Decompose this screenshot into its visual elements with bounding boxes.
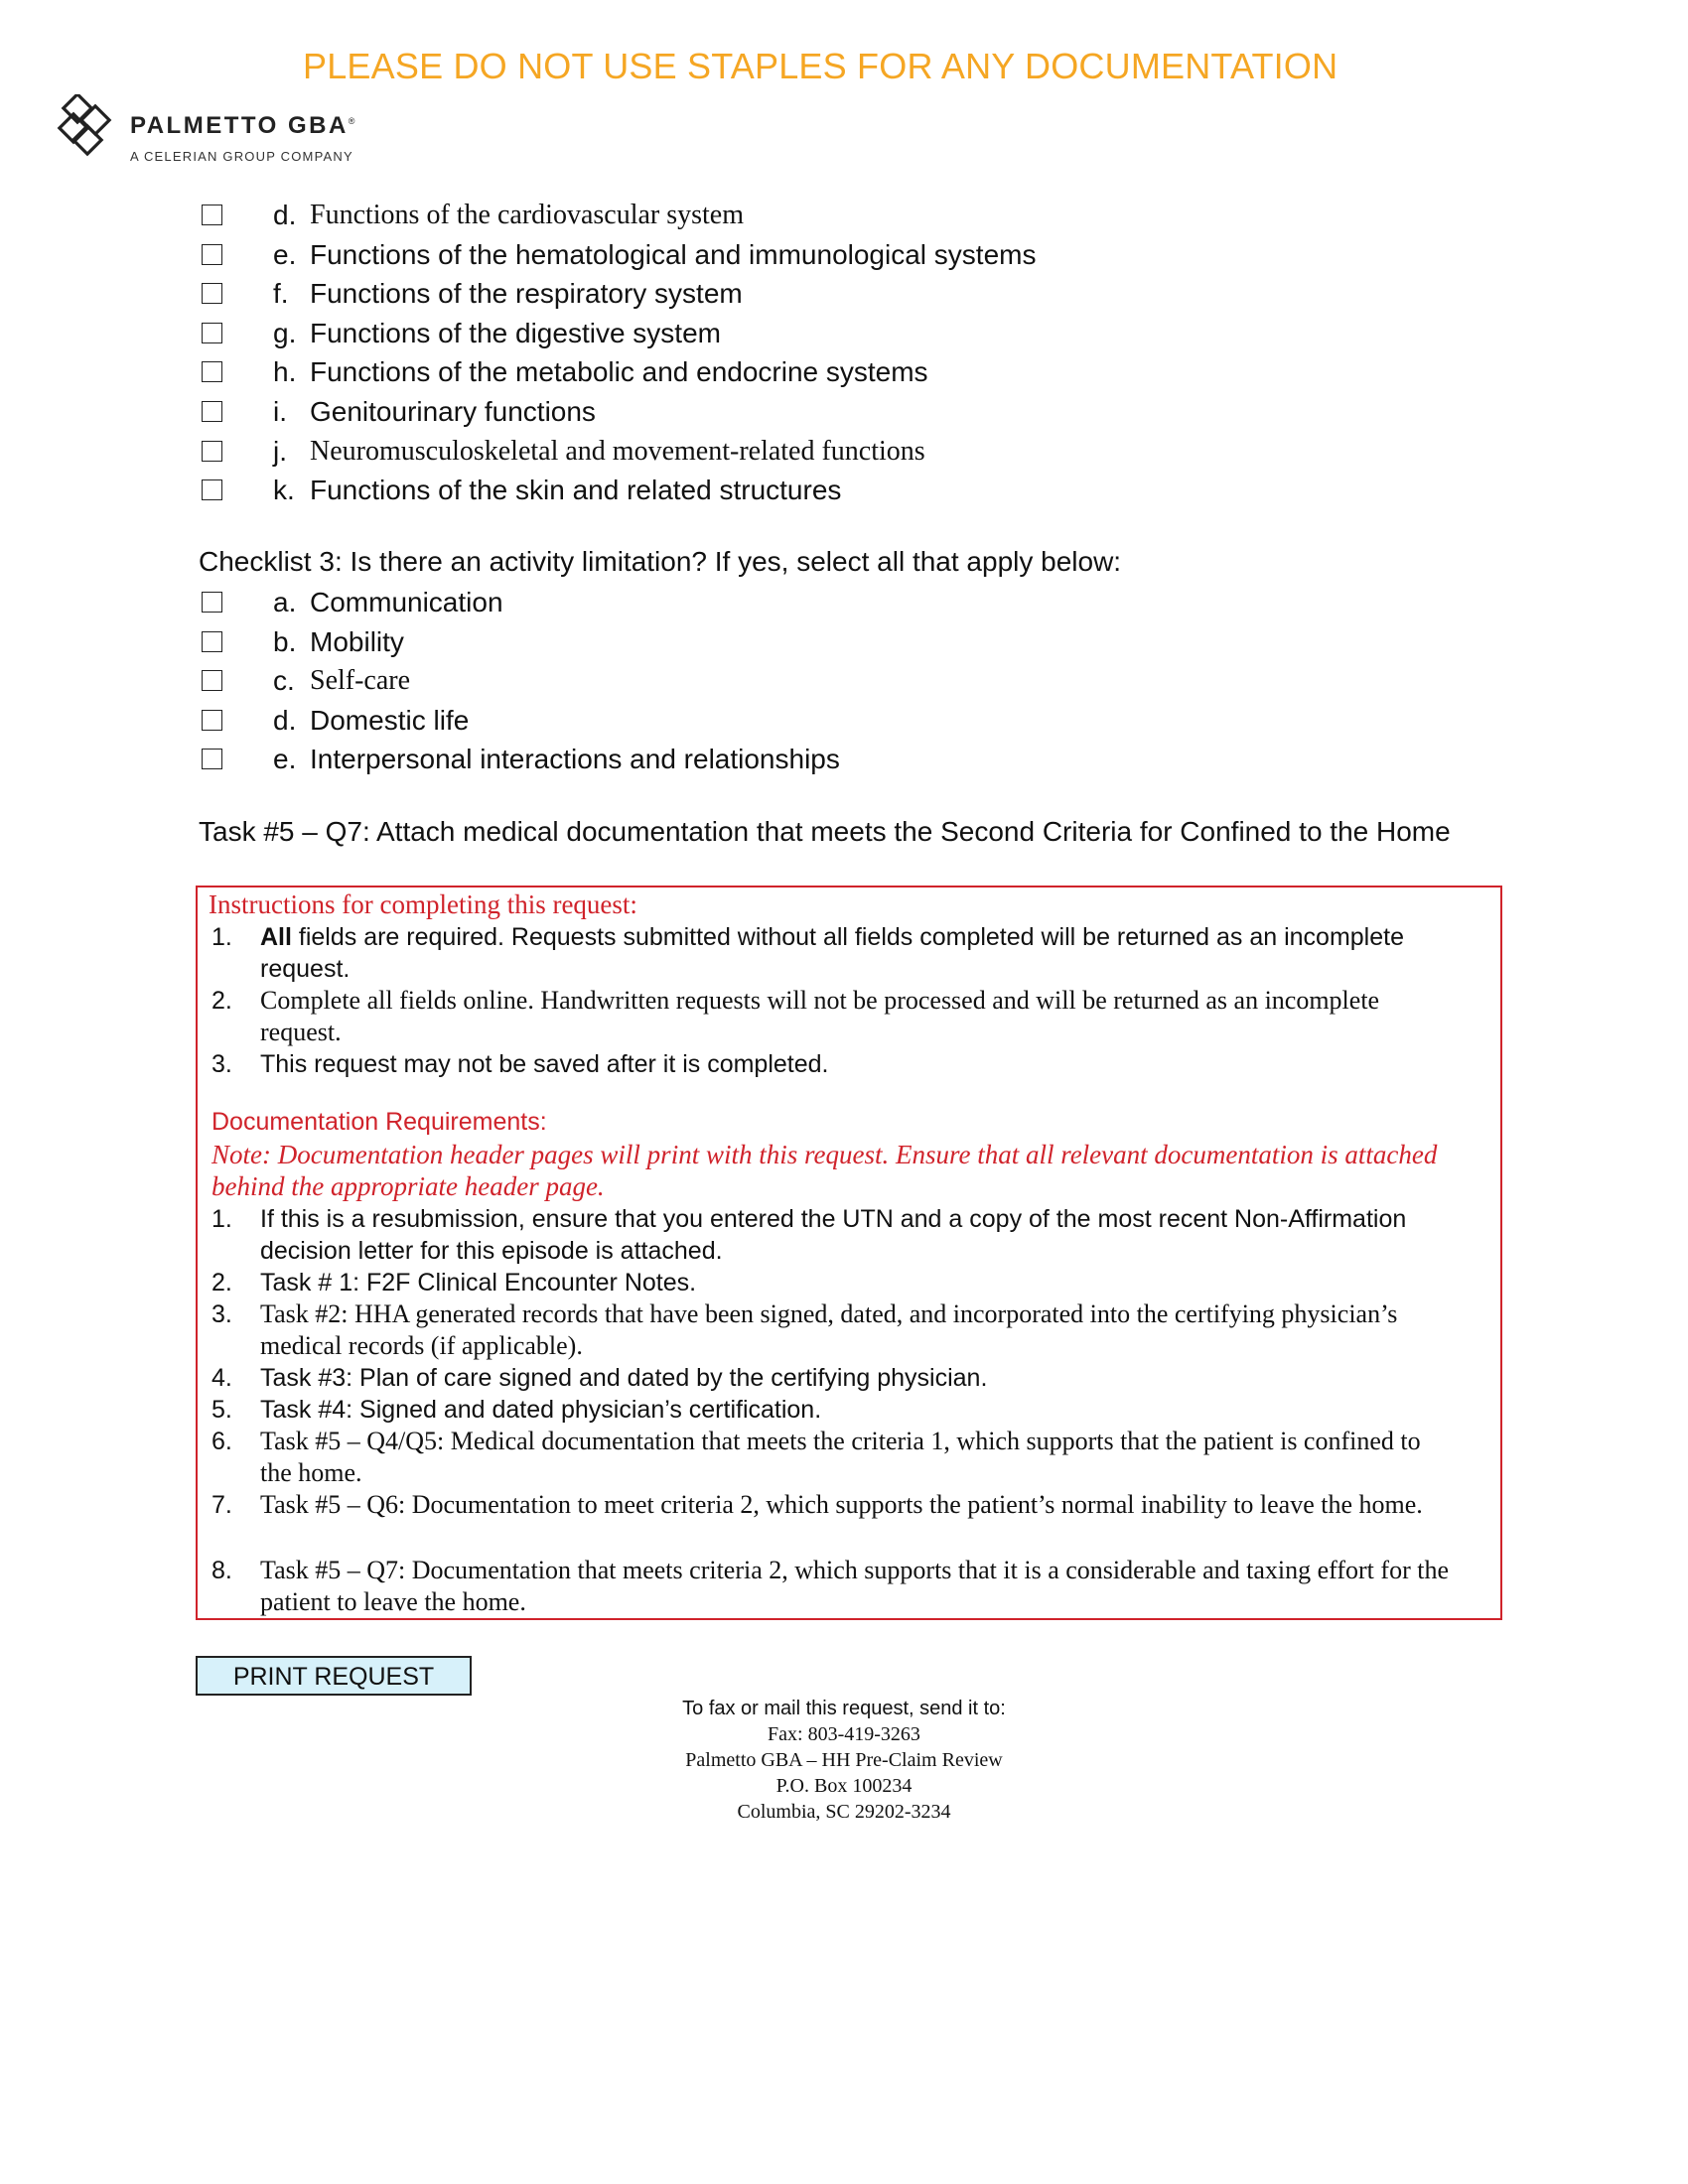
footer-fax: Fax: 803-419-3263 — [768, 1723, 920, 1745]
checklist-item-label: Self-care — [310, 665, 411, 697]
checklist-item-label: Functions of the metabolic and endocrine systems — [310, 356, 928, 388]
footer-intro: To fax or mail this request, send it to: — [682, 1698, 1006, 1719]
checkbox[interactable] — [202, 441, 222, 462]
documentation-note: Note: Documentation header pages will print with this request. Ensure that all relevant documentation is attached behind the appropriate header page. — [211, 1140, 1438, 1201]
documentation-requirements-title: Documentation Requirements: — [211, 1108, 547, 1136]
checkbox[interactable] — [202, 670, 222, 691]
footer-po-box: P.O. Box 100234 — [775, 1775, 913, 1797]
mailing-address — [546, 1696, 1142, 1825]
checkbox[interactable] — [202, 205, 222, 225]
checkbox[interactable] — [202, 361, 222, 382]
checkbox[interactable] — [202, 479, 222, 500]
palmetto-logo-icon — [56, 94, 119, 158]
checkbox[interactable] — [202, 244, 222, 265]
logo-name: PALMETTO GBA® — [130, 112, 355, 139]
checkbox[interactable] — [202, 631, 222, 652]
footer-city: Columbia, SC 29202-3234 — [737, 1801, 951, 1823]
logo-subtitle: A CELERIAN GROUP COMPANY — [130, 149, 353, 164]
checklist-item-label: Interpersonal interactions and relationships — [310, 744, 840, 775]
checklist-item-label: Neuromusculoskeletal and movement-related functions — [310, 435, 925, 467]
checkbox[interactable] — [202, 323, 222, 343]
checkbox[interactable] — [202, 283, 222, 304]
task-5-q7-heading: Task #5 – Q7: Attach medical documentation that meets the Second Criteria for Confined to the Home — [199, 816, 1451, 847]
instructions-box: Instructions for completing this request: 1. All fields are required. Requests submitted without all fields completed will be returned as an incomplete request. 2. Complete all fields online. Handwritten requests will not be processed and will be returned as an incomplete request. 3. This request may not be saved after it is completed. Documentation Requirements: Note: Documentation header pages will print with this request. Ensure that all relevant documentation is attached behind the appropriate header page. 1. If this is a resubmission, ensure that you entered the UTN and a copy of the most recent Non-Affirmation decision letter for this episode is attached. 2. Task # 1: F2F Clinical Encounter Notes. 3. Task #2: HHA generated records that have been signed, dated, and incorporated into the certifying physician’s medical records (if applicable). 4. Task #3: Plan of care signed and dated by the certifying physician. 5. Task #4: Signed and dated physician’s certification. 6. Task #5 – Q4/Q5: Medical documentation that meets the criteria 1, which supports that the patient is confined to the home. 7. Task #5 – Q6: Documentation to meet criteria 2, which supports the patient’s normal inability to leave the home. 8. Task #5 – Q7: Documentation that meets criteria 2, which supports that it is a considerable and taxing effort for the patient to leave the home. — [196, 886, 1502, 1620]
checklist-item-label: Functions of the hematological and immunological systems — [310, 238, 1037, 270]
checkbox[interactable] — [202, 401, 222, 422]
checkbox[interactable] — [202, 592, 222, 613]
instructions-title: Instructions for completing this request: — [209, 889, 637, 919]
checklist-item-label: Functions of the digestive system — [310, 317, 721, 348]
checklist-item-label: Domestic life — [310, 704, 470, 736]
checklist-item-label: Genitourinary functions — [310, 395, 596, 427]
checklist-item-label: Communication — [310, 587, 503, 617]
checklist-item-label: Functions of the respiratory system — [310, 278, 743, 310]
checklist-3-heading: Checklist 3: Is there an activity limitation? If yes, select all that apply below: — [199, 546, 1122, 577]
checklist-item-label: Functions of the skin and related structures — [310, 475, 842, 506]
footer-org: Palmetto GBA – HH Pre-Claim Review — [685, 1749, 1003, 1771]
checkbox[interactable] — [202, 710, 222, 731]
palmetto-gba-logo — [56, 94, 383, 174]
checklist-item-label: Functions of the cardiovascular system — [310, 200, 745, 230]
checkbox[interactable] — [202, 749, 222, 769]
staples-warning-banner: PLEASE DO NOT USE STAPLES FOR ANY DOCUMENTATION — [303, 46, 1338, 86]
print-request-button[interactable]: PRINT REQUEST — [196, 1656, 472, 1696]
checklist-item-label: Mobility — [310, 625, 404, 657]
